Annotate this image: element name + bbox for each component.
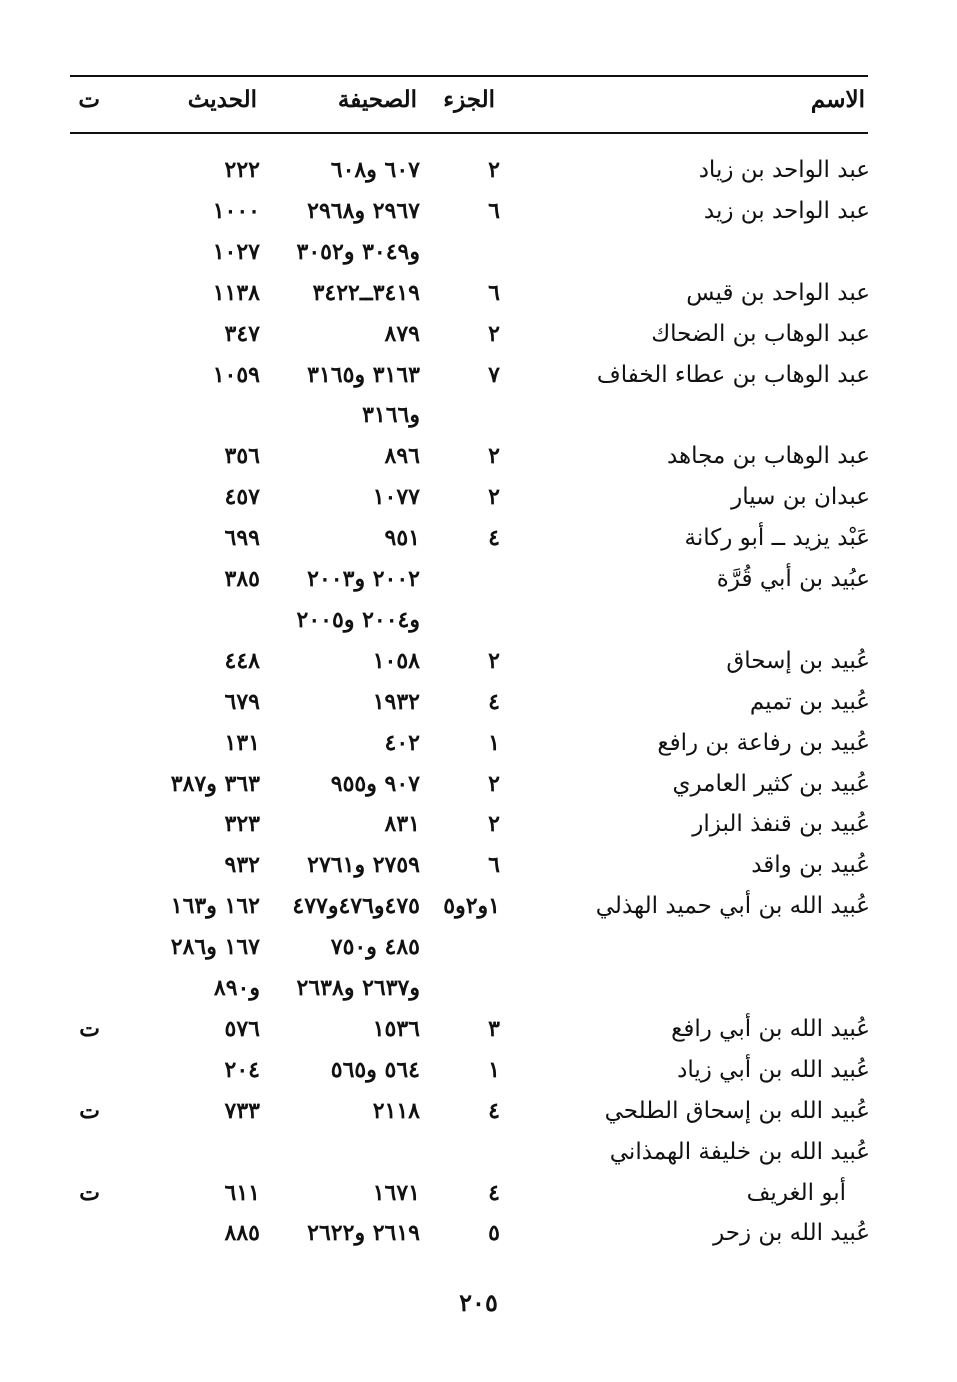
table-row [70, 845, 870, 885]
cell-name: عبد الواحد بن زيد [703, 198, 870, 224]
cell-juz: ٧ [488, 362, 500, 388]
table-row [70, 559, 870, 599]
cell-page: و٢٦٣٧ و٢٦٣٨ [296, 975, 420, 1001]
cell-juz: ٥ [488, 1220, 500, 1246]
table-row [70, 1091, 870, 1131]
cell-hadith: ١١٣٨ [212, 280, 260, 306]
cell-hadith: ٩٣٢ [224, 852, 260, 878]
table-row [70, 1132, 870, 1172]
cell-page: ٤٧٥و٤٧٦و٤٧٧ [292, 893, 420, 919]
cell-page: ٢١١٨ [372, 1098, 420, 1124]
cell-juz: ١ [488, 1057, 500, 1083]
cell-juz: ٦ [488, 198, 500, 224]
cell-hadith: و٨٩٠ [213, 975, 260, 1001]
cell-page: ٨٣١ [384, 811, 420, 837]
cell-name: عُبيد بن تميم [749, 689, 870, 715]
header-t: ت [78, 86, 100, 113]
cell-juz: ١ [488, 730, 500, 756]
table-row [70, 1213, 870, 1253]
cell-page: و٣١٦٦ [362, 402, 420, 428]
cell-hadith: ١٦٢ و١٦٣ [170, 893, 260, 919]
cell-page: ١٠٥٨ [372, 648, 420, 674]
cell-t: ت [79, 1180, 100, 1206]
header-rule [70, 132, 868, 134]
cell-hadith: ٨٨٥ [224, 1220, 260, 1246]
cell-juz: ٢ [488, 157, 500, 183]
cell-hadith: ٣٨٥ [224, 566, 260, 592]
cell-name: عُبيد الله بن إسحاق الطلحي [604, 1098, 870, 1124]
cell-hadith: ١٦٧ و٢٨٦ [170, 934, 260, 960]
table-row [70, 1173, 870, 1213]
cell-page: و٣٠٤٩ و٣٠٥٢ [296, 239, 420, 265]
cell-t: ت [79, 1098, 100, 1124]
cell-name: عُبيد الله بن زحر [713, 1220, 870, 1246]
cell-hadith: ٦١١ [224, 1180, 260, 1206]
header-page: الصحيفة [337, 86, 417, 113]
table-row [70, 641, 870, 681]
cell-juz: ٤ [488, 1180, 500, 1206]
cell-page: ٩٥١ [384, 525, 420, 551]
table-row [70, 600, 870, 640]
table-row [70, 927, 870, 967]
cell-page: ٣٤١٩ــ٣٤٢٢ [312, 280, 420, 306]
cell-page: ١٠٧٧ [372, 484, 420, 510]
cell-juz: ١و٢و٥ [443, 893, 500, 919]
top-rule [70, 75, 868, 77]
header-hadith: الحديث [187, 86, 257, 113]
cell-name: عُبيد بن إسحاق [726, 648, 870, 674]
table-row [70, 395, 870, 435]
table-row [70, 477, 870, 517]
cell-name: عبُيد بن أبي قُرَّة [716, 566, 870, 592]
cell-juz: ٢ [488, 648, 500, 674]
cell-page: ٤٨٥ و٧٥٠ [330, 934, 420, 960]
cell-name: عَبْد يزيد ــ أبو ركانة [684, 525, 870, 551]
cell-name: عبد الوهاب بن الضحاك [651, 321, 870, 347]
cell-hadith: ٦٩٩ [224, 525, 260, 551]
table-row [70, 1050, 870, 1090]
cell-hadith: ٣٥٦ [224, 443, 260, 469]
table-row [70, 518, 870, 558]
cell-hadith: ٥٧٦ [224, 1016, 260, 1042]
cell-name: عُبيد بن كثير العامري [672, 771, 870, 797]
cell-hadith: ٢٢٢ [224, 157, 260, 183]
cell-name: عُبيد بن واقد [751, 852, 870, 878]
cell-hadith: ٣٦٣ و٣٨٧ [170, 771, 260, 797]
table-row [70, 682, 870, 722]
cell-name: عُبيد بن قنفذ البزار [692, 811, 870, 837]
cell-name: عُبيد الله بن أبي زياد [677, 1057, 870, 1083]
cell-juz: ٤ [488, 689, 500, 715]
cell-hadith: ١٠٢٧ [212, 239, 260, 265]
cell-hadith: ٣٤٧ [224, 321, 260, 347]
table-row [70, 723, 870, 763]
cell-page: ٨٧٩ [384, 321, 420, 347]
cell-page: ١٥٣٦ [372, 1016, 420, 1042]
cell-hadith: ١٣١ [224, 730, 260, 756]
table-row [70, 150, 870, 190]
table-row [70, 191, 870, 231]
cell-hadith: ١٠٥٩ [212, 362, 260, 388]
table-row [70, 1009, 870, 1049]
cell-juz: ٢ [488, 811, 500, 837]
cell-juz: ٦ [488, 280, 500, 306]
cell-juz: ٢ [488, 443, 500, 469]
cell-juz: ٢ [488, 771, 500, 797]
cell-page: ٢٦١٩ و٢٦٢٢ [307, 1220, 420, 1246]
cell-name: عبدان بن سيار [731, 484, 870, 510]
cell-hadith: ٤٥٧ [224, 484, 260, 510]
cell-juz: ٢ [488, 484, 500, 510]
table-row [70, 968, 870, 1008]
cell-page: ٣١٦٣ و٣١٦٥ [307, 362, 420, 388]
cell-page: ١٩٣٢ [372, 689, 420, 715]
cell-juz: ٣ [488, 1016, 500, 1042]
table-row [70, 355, 870, 395]
cell-hadith: ٦٧٩ [224, 689, 260, 715]
cell-page: ٢٩٦٧ و٢٩٦٨ [307, 198, 420, 224]
cell-name: عبد الواحد بن زياد [698, 157, 870, 183]
cell-hadith: ٣٢٣ [224, 811, 260, 837]
table-row [70, 886, 870, 926]
cell-juz: ٢ [488, 321, 500, 347]
cell-page: و٢٠٠٤ و٢٠٠٥ [296, 607, 420, 633]
cell-page: ٥٦٤ و٥٦٥ [330, 1057, 420, 1083]
header-juz: الجزء [443, 86, 495, 113]
cell-juz: ٤ [488, 1098, 500, 1124]
cell-hadith: ١٠٠٠ [212, 198, 260, 224]
header-name: الاسم [810, 86, 865, 113]
cell-page: ٢٠٠٢ و٢٠٠٣ [307, 566, 420, 592]
cell-name: عُبيد الله بن أبي حميد الهذلي [595, 893, 870, 919]
cell-name: عُبيد بن رفاعة بن رافع [657, 730, 870, 756]
table-row [70, 232, 870, 272]
cell-name: عبد الوهاب بن عطاء الخفاف [596, 362, 870, 388]
page-number: ٢٠٥ [459, 1288, 498, 1317]
cell-hadith: ٧٣٣ [224, 1098, 260, 1124]
table-row [70, 314, 870, 354]
cell-page: ٤٠٢ [384, 730, 420, 756]
cell-name: عبد الوهاب بن مجاهد [666, 443, 870, 469]
cell-t: ت [79, 1016, 100, 1042]
cell-page: ٢٧٥٩ و٢٧٦١ [307, 852, 420, 878]
table-row [70, 804, 870, 844]
cell-juz: ٦ [488, 852, 500, 878]
cell-page: ٦٠٧ و٦٠٨ [330, 157, 420, 183]
cell-name: عُبيد الله بن خليفة الهمذاني [609, 1139, 870, 1165]
table-row [70, 764, 870, 804]
cell-name: أبو الغريف [746, 1180, 846, 1206]
cell-page: ٨٩٦ [384, 443, 420, 469]
cell-hadith: ٤٤٨ [224, 648, 260, 674]
cell-juz: ٤ [488, 525, 500, 551]
cell-page: ٩٠٧ و٩٥٥ [330, 771, 420, 797]
cell-hadith: ٢٠٤ [224, 1057, 260, 1083]
table-row [70, 436, 870, 476]
cell-page: ١٦٧١ [372, 1180, 420, 1206]
cell-name: عُبيد الله بن أبي رافع [671, 1016, 870, 1042]
table-row [70, 273, 870, 313]
cell-name: عبد الواحد بن قيس [686, 280, 870, 306]
